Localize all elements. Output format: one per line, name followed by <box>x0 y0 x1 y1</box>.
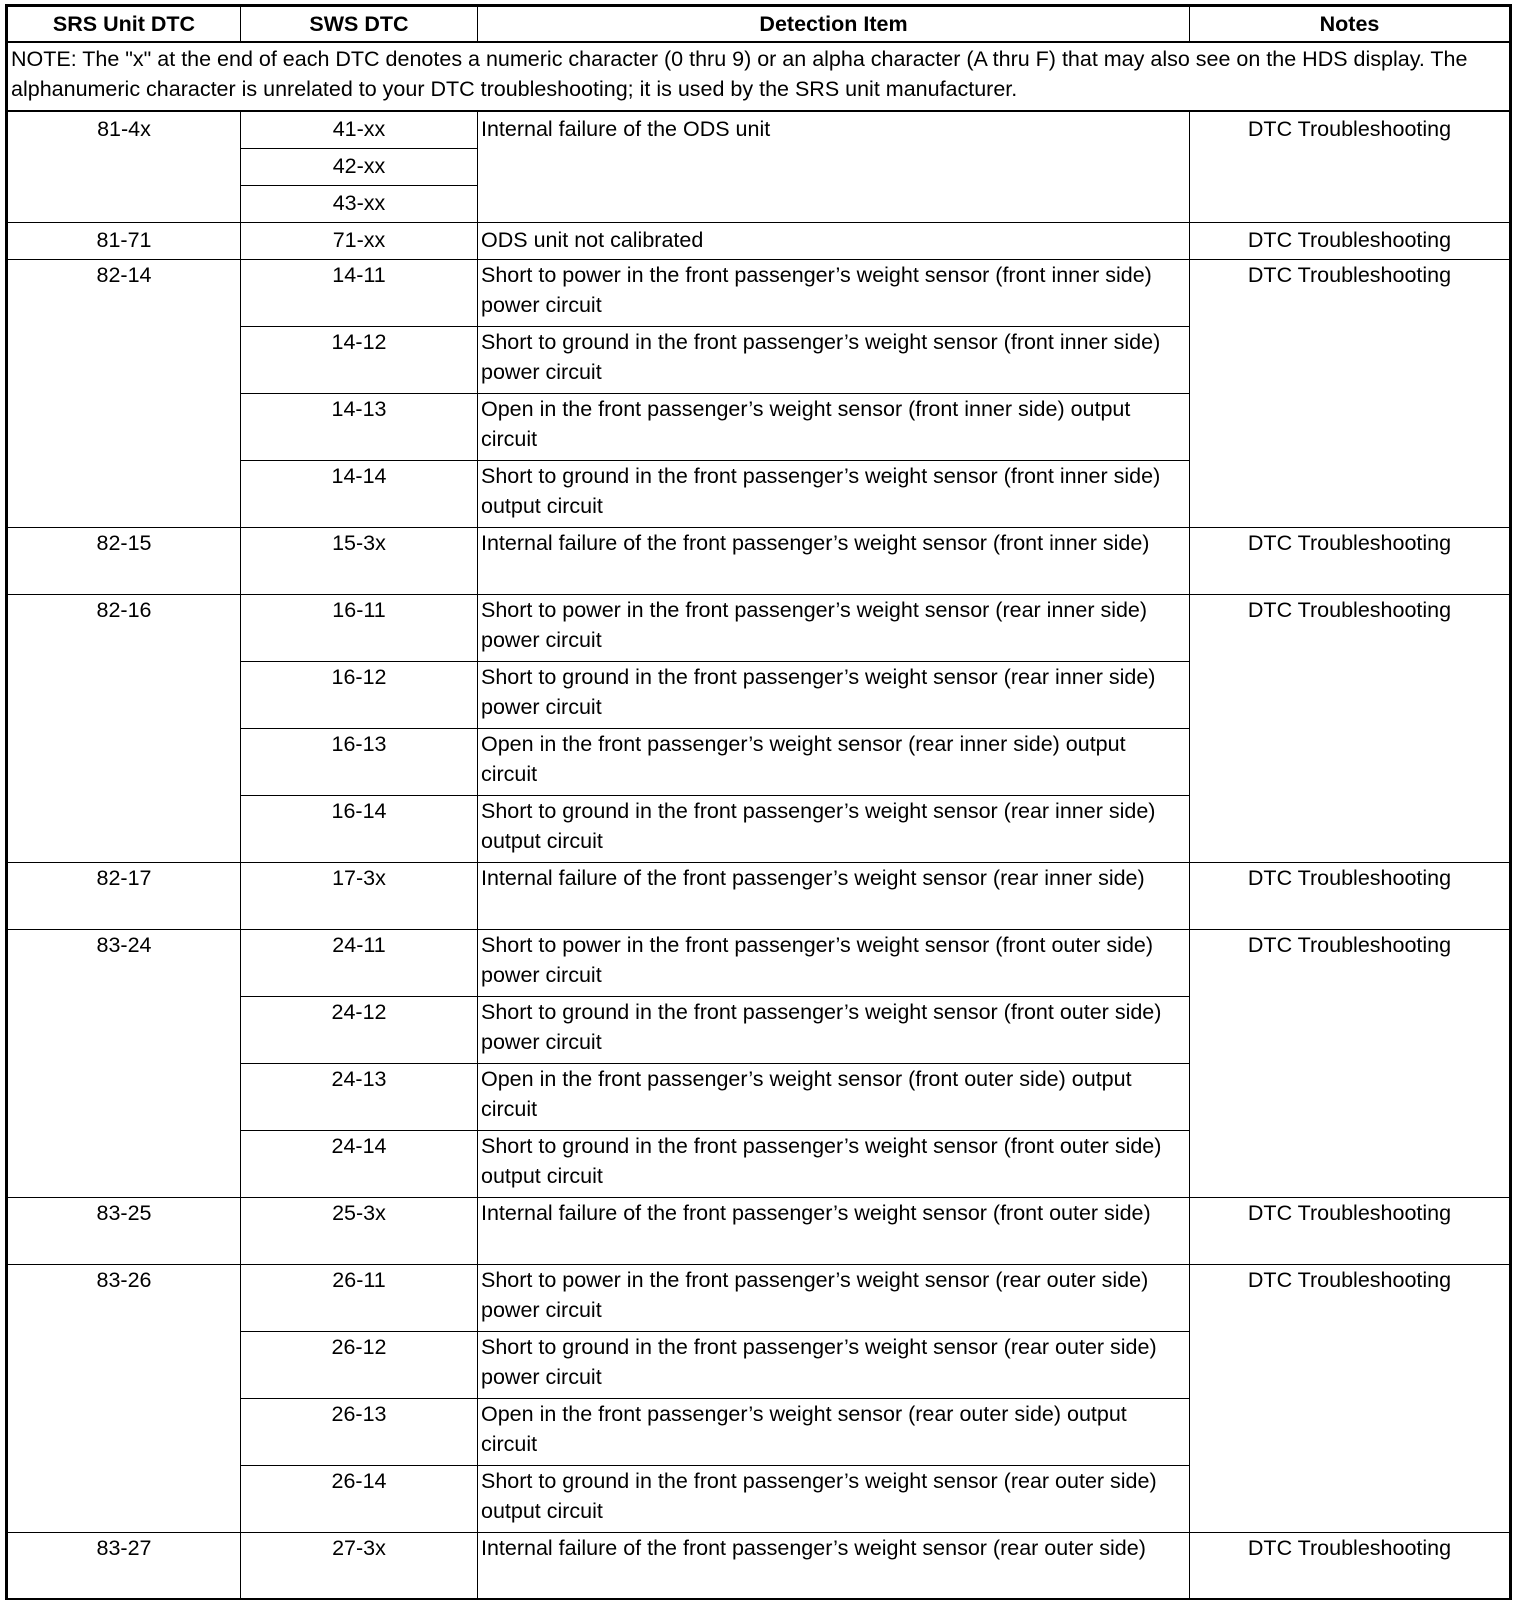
detection-item-cell: Open in the front passenger’s weight sensor (rear inner side) output circuit <box>478 729 1190 796</box>
srs-unit-dtc-cell: 82-14 <box>8 260 241 528</box>
sws-dtc-cell: 14-14 <box>241 461 478 528</box>
sws-dtc-cell: 41-xx <box>241 111 478 149</box>
notes-cell: DTC Troubleshooting <box>1190 111 1510 223</box>
sws-dtc-cell: 14-13 <box>241 394 478 461</box>
notes-cell: DTC Troubleshooting <box>1190 930 1510 1198</box>
detection-item-cell: Short to ground in the front passenger’s weight sensor (rear inner side) output circuit <box>478 796 1190 863</box>
sws-dtc-cell: 24-11 <box>241 930 478 997</box>
detection-item-cell: ODS unit not calibrated <box>478 223 1190 260</box>
detection-item-cell: Short to ground in the front passenger’s weight sensor (rear outer side) power circuit <box>478 1332 1190 1399</box>
table-row <box>8 930 1510 997</box>
sws-dtc-cell: 26-11 <box>241 1265 478 1332</box>
notes-cell: DTC Troubleshooting <box>1190 863 1510 930</box>
header-notes: Notes <box>1190 7 1510 43</box>
srs-unit-dtc-cell: 83-26 <box>8 1265 241 1533</box>
sws-dtc-cell: 16-14 <box>241 796 478 863</box>
detection-item-cell: Internal failure of the front passenger’s weight sensor (rear inner side) <box>478 863 1190 930</box>
header-srs-unit-dtc: SRS Unit DTC <box>8 7 241 43</box>
detection-item-cell: Short to ground in the front passenger’s weight sensor (rear outer side) output circuit <box>478 1466 1190 1533</box>
sws-dtc-cell: 24-14 <box>241 1131 478 1198</box>
detection-item-cell: Open in the front passenger’s weight sensor (front outer side) output circuit <box>478 1064 1190 1131</box>
notes-cell: DTC Troubleshooting <box>1190 595 1510 863</box>
srs-unit-dtc-cell: 83-25 <box>8 1198 241 1265</box>
note-row <box>8 42 1510 111</box>
detection-item-cell: Internal failure of the front passenger’s weight sensor (rear outer side) <box>478 1533 1190 1600</box>
detection-item-cell: Short to power in the front passenger’s weight sensor (rear inner side) power circuit <box>478 595 1190 662</box>
srs-unit-dtc-cell: 82-15 <box>8 528 241 595</box>
detection-item-cell: Short to power in the front passenger’s weight sensor (front inner side) power circuit <box>478 260 1190 327</box>
sws-dtc-cell: 17-3x <box>241 863 478 930</box>
sws-dtc-cell: 71-xx <box>241 223 478 260</box>
sws-dtc-cell: 24-12 <box>241 997 478 1064</box>
table-row <box>8 863 1510 930</box>
srs-unit-dtc-cell: 81-4x <box>8 111 241 223</box>
detection-item-cell: Short to ground in the front passenger’s weight sensor (rear inner side) power circuit <box>478 662 1190 729</box>
table-row <box>8 528 1510 595</box>
sws-dtc-cell: 26-13 <box>241 1399 478 1466</box>
sws-dtc-cell: 26-12 <box>241 1332 478 1399</box>
srs-unit-dtc-cell: 83-24 <box>8 930 241 1198</box>
notes-cell: DTC Troubleshooting <box>1190 223 1510 260</box>
srs-unit-dtc-cell: 82-16 <box>8 595 241 863</box>
sws-dtc-cell: 14-12 <box>241 327 478 394</box>
detection-item-cell: Short to ground in the front passenger’s weight sensor (front outer side) power circuit <box>478 997 1190 1064</box>
sws-dtc-cell: 26-14 <box>241 1466 478 1533</box>
detection-item-cell: Internal failure of the front passenger’s weight sensor (front inner side) <box>478 528 1190 595</box>
notes-cell: DTC Troubleshooting <box>1190 1533 1510 1600</box>
table-body <box>8 42 1510 1600</box>
table-row <box>8 1198 1510 1265</box>
notes-cell: DTC Troubleshooting <box>1190 260 1510 528</box>
detection-item-cell: Short to ground in the front passenger’s weight sensor (front outer side) output circuit <box>478 1131 1190 1198</box>
notes-cell: DTC Troubleshooting <box>1190 1198 1510 1265</box>
sws-dtc-cell: 16-13 <box>241 729 478 796</box>
table-row <box>8 223 1510 260</box>
sws-dtc-cell: 14-11 <box>241 260 478 327</box>
header-row <box>8 7 1510 43</box>
srs-unit-dtc-cell: 82-17 <box>8 863 241 930</box>
sws-dtc-cell: 16-11 <box>241 595 478 662</box>
sws-dtc-cell: 43-xx <box>241 186 478 223</box>
detection-item-cell: Internal failure of the front passenger’s weight sensor (front outer side) <box>478 1198 1190 1265</box>
detection-item-cell: Short to ground in the front passenger’s weight sensor (front inner side) output circuit <box>478 461 1190 528</box>
sws-dtc-cell: 27-3x <box>241 1533 478 1600</box>
detection-item-cell: Open in the front passenger’s weight sensor (front inner side) output circuit <box>478 394 1190 461</box>
table-row <box>8 1265 1510 1332</box>
note-text: NOTE: The "x" at the end of each DTC denotes a numeric character (0 thru 9) or an alpha character (A thru F) that may also see on the HDS display. The alphanumeric character is unrelated to your DTC troubleshooting; it is used by the SRS unit manufacturer. <box>8 42 1510 111</box>
detection-item-cell: Short to ground in the front passenger’s weight sensor (front inner side) power circuit <box>478 327 1190 394</box>
srs-unit-dtc-cell: 81-71 <box>8 223 241 260</box>
notes-cell: DTC Troubleshooting <box>1190 528 1510 595</box>
header-sws-dtc: SWS DTC <box>241 7 478 43</box>
srs-unit-dtc-cell: 83-27 <box>8 1533 241 1600</box>
detection-item-cell: Internal failure of the ODS unit <box>478 111 1190 223</box>
sws-dtc-cell: 16-12 <box>241 662 478 729</box>
detection-item-cell: Short to power in the front passenger’s weight sensor (rear outer side) power circuit <box>478 1265 1190 1332</box>
dtc-table <box>7 6 1510 1600</box>
table-row <box>8 111 1510 149</box>
detection-item-cell: Open in the front passenger’s weight sensor (rear outer side) output circuit <box>478 1399 1190 1466</box>
table-row <box>8 260 1510 327</box>
sws-dtc-cell: 25-3x <box>241 1198 478 1265</box>
sws-dtc-cell: 24-13 <box>241 1064 478 1131</box>
notes-cell: DTC Troubleshooting <box>1190 1265 1510 1533</box>
sws-dtc-cell: 42-xx <box>241 149 478 186</box>
detection-item-cell: Short to power in the front passenger’s weight sensor (front outer side) power circuit <box>478 930 1190 997</box>
table-row <box>8 595 1510 662</box>
sws-dtc-cell: 15-3x <box>241 528 478 595</box>
table-row <box>8 1533 1510 1600</box>
header-detection-item: Detection Item <box>478 7 1190 43</box>
